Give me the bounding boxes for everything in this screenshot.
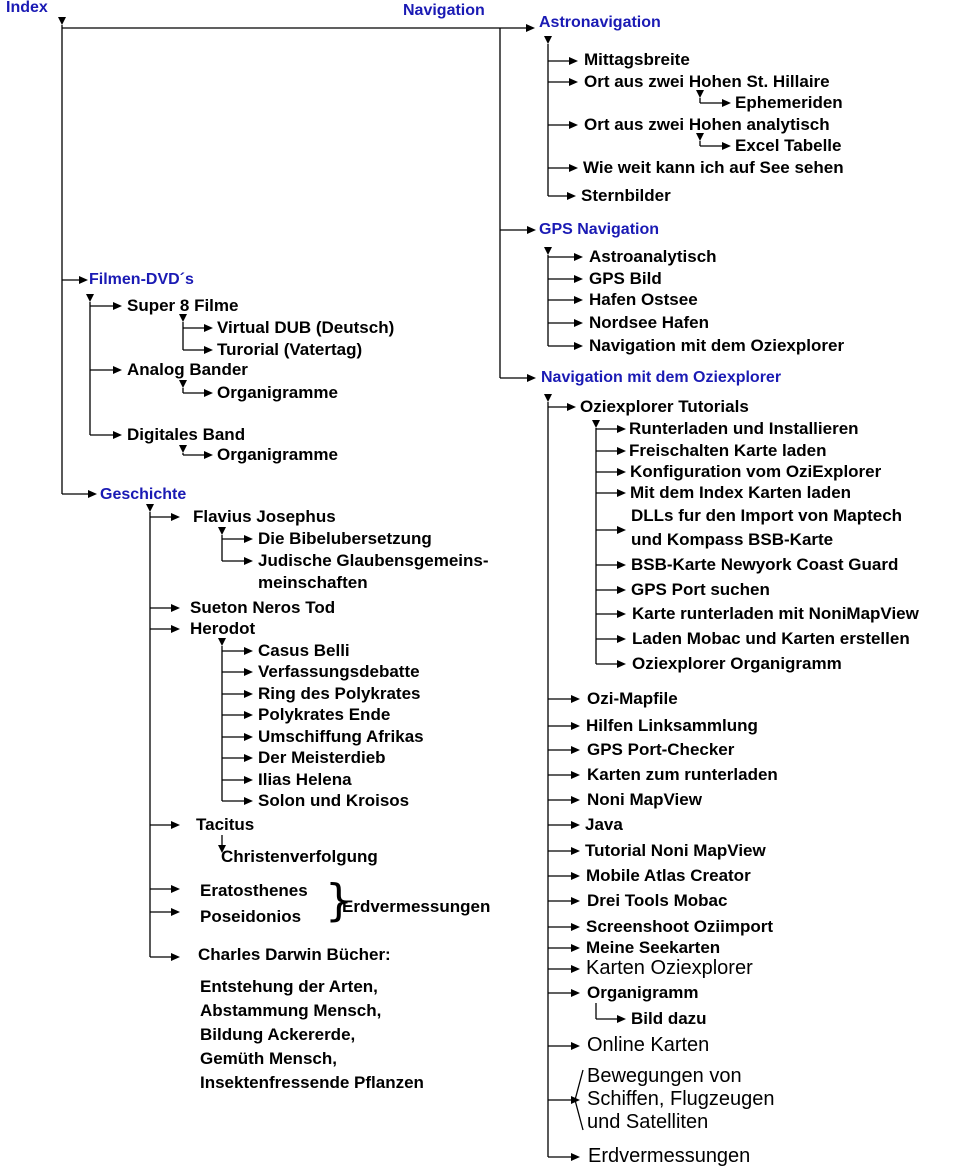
arrow-head: [574, 342, 583, 350]
darwin-books-list: [200, 975, 424, 1095]
arrow-head: [569, 121, 578, 129]
arrow-head: [571, 722, 580, 730]
link-port-checker[interactable]: GPS Port-Checker: [587, 740, 735, 759]
link-digital-organigramme[interactable]: Organigramme: [217, 445, 338, 464]
link-astroanalytisch[interactable]: Astroanalytisch: [589, 247, 717, 266]
link-gps-bild[interactable]: GPS Bild: [589, 269, 662, 288]
arrow-head: [571, 746, 580, 754]
arrow-head: [571, 872, 580, 880]
link-ozi-mapfile[interactable]: Ozi-Mapfile: [587, 689, 678, 708]
arrow-head: [526, 24, 535, 32]
arrow-head: [244, 668, 253, 676]
arrow-head: [722, 99, 731, 107]
arrow-head: [79, 276, 88, 284]
link-bewegungen[interactable]: [587, 1065, 775, 1134]
link-christenverfolgung[interactable]: Christenverfolgung: [221, 847, 378, 866]
link-nordsee-hafen[interactable]: Nordsee Hafen: [589, 313, 709, 332]
arrow-head: [171, 604, 180, 612]
link-darwin[interactable]: Charles Darwin Bücher:: [198, 945, 391, 964]
arrow-head: [571, 1042, 580, 1050]
bewegungen-line-2: Schiffen, Flugzeugen: [587, 1088, 775, 1110]
link-eratosthenes[interactable]: Eratosthenes: [200, 881, 308, 900]
arrow-head: [571, 965, 580, 973]
arrow-head: [571, 944, 580, 952]
arrow-head: [171, 953, 180, 961]
arrow-head: [571, 989, 580, 997]
arrow-head: [571, 821, 580, 829]
link-bsb-newyork[interactable]: BSB-Karte Newyork Coast Guard: [631, 555, 899, 574]
branch-marker: [544, 247, 552, 255]
branch-marker: [218, 638, 226, 646]
branch-marker: [179, 380, 187, 388]
section-astronavigation[interactable]: Astronavigation: [539, 14, 661, 31]
arrow-head: [571, 897, 580, 905]
connector-line: [575, 1070, 583, 1100]
darwin-book: Gemüth Mensch,: [200, 1049, 337, 1068]
darwin-book: Insektenfressende Pflanzen: [200, 1073, 424, 1092]
arrow-head: [171, 625, 180, 633]
index-title[interactable]: Index: [6, 0, 48, 16]
glaubens-line-1: Judische Glaubensgemeins-: [258, 551, 489, 570]
link-noni-mapview[interactable]: Noni MapView: [587, 790, 702, 809]
link-mobac-karten[interactable]: Laden Mobac und Karten erstellen: [632, 629, 910, 648]
arrow-head: [244, 557, 253, 565]
glaubens-line-2: meinschaften: [258, 573, 368, 592]
link-virtual-dub[interactable]: Virtual DUB (Deutsch): [217, 318, 395, 337]
link-umschiffung-afrikas[interactable]: Umschiffung Afrikas: [258, 727, 424, 746]
link-ozi-organigramm[interactable]: Oziexplorer Organigramm: [632, 654, 842, 673]
branch-marker: [146, 504, 154, 512]
link-casus-belli[interactable]: Casus Belli: [258, 641, 350, 660]
arrow-head: [171, 821, 180, 829]
link-herodot[interactable]: Herodot: [190, 619, 256, 638]
arrow-head: [244, 776, 253, 784]
link-meisterdieb[interactable]: Der Meisterdieb: [258, 748, 386, 767]
arrow-head: [569, 164, 578, 172]
link-excel-tabelle[interactable]: Excel Tabelle: [735, 136, 842, 155]
link-bibelubersetzung[interactable]: Die Bibelubersetzung: [258, 529, 432, 548]
arrow-head: [204, 324, 213, 332]
arrow-head: [113, 302, 122, 310]
connector-line: [575, 1100, 583, 1130]
bewegungen-line-3: und Satelliten: [587, 1111, 709, 1133]
arrow-head: [574, 253, 583, 261]
darwin-book: Bildung Ackererde,: [200, 1025, 356, 1044]
link-sternbilder[interactable]: Sternbilder: [581, 186, 671, 205]
arrow-head: [617, 526, 626, 534]
branch-marker: [218, 527, 226, 535]
link-runterladen-installieren[interactable]: Runterladen und Installieren: [629, 419, 859, 438]
arrow-head: [244, 797, 253, 805]
arrow-head: [571, 923, 580, 931]
arrow-head: [527, 374, 536, 382]
arrow-head: [567, 403, 576, 411]
arrow-head: [204, 389, 213, 397]
arrow-head: [571, 695, 580, 703]
link-drei-tools[interactable]: Drei Tools Mobac: [587, 891, 728, 910]
link-turorial-vatertag[interactable]: Turorial (Vatertag): [217, 340, 363, 359]
link-analytisch[interactable]: Ort aus zwei Hohen analytisch: [584, 115, 830, 134]
link-ring-polykrates[interactable]: Ring des Polykrates: [258, 684, 421, 703]
link-karten-runterladen[interactable]: Karten zum runterladen: [587, 765, 778, 784]
arrow-head: [617, 1015, 626, 1023]
arrow-head: [569, 57, 578, 65]
link-tutorial-noni[interactable]: Tutorial Noni MapView: [585, 841, 766, 860]
arrow-head: [244, 733, 253, 741]
link-flavius-josephus[interactable]: Flavius Josephus: [193, 507, 336, 526]
brace-symbol: }: [325, 875, 353, 926]
arrow-head: [617, 489, 626, 497]
link-ilias-helena[interactable]: Ilias Helena: [258, 770, 352, 789]
link-online-karten[interactable]: Online Karten: [587, 1034, 710, 1056]
link-digitales-band[interactable]: Digitales Band: [127, 425, 246, 444]
link-ephemeriden[interactable]: Ephemeriden: [735, 93, 843, 112]
link-wie-weit[interactable]: Wie weit kann ich auf See sehen: [583, 158, 844, 177]
arrow-head: [617, 635, 626, 643]
link-erdvermessungen-geschichte[interactable]: Erdvermessungen: [342, 897, 491, 916]
link-gps-oziexplorer[interactable]: Navigation mit dem Oziexplorer: [589, 336, 845, 355]
arrow-head: [617, 610, 626, 618]
link-st-hillaire[interactable]: Ort aus zwei Hohen St. Hillaire: [584, 72, 830, 91]
arrow-head: [617, 468, 626, 476]
link-erdvermessungen-ozi[interactable]: Erdvermessungen: [588, 1145, 751, 1167]
arrow-head: [171, 885, 180, 893]
link-dlls-maptech[interactable]: DLLs fur den Import von Maptech: [631, 506, 903, 525]
section-gps-navigation[interactable]: GPS Navigation: [539, 221, 660, 238]
link-analog-bander[interactable]: Analog Bander: [127, 360, 248, 379]
arrow-head: [574, 296, 583, 304]
link-verfassungsdebatte[interactable]: Verfassungsdebatte: [258, 662, 420, 681]
link-gps-port-suchen[interactable]: GPS Port suchen: [631, 580, 770, 599]
arrow-head: [527, 226, 536, 234]
arrow-head: [574, 319, 583, 327]
link-hafen-ostsee[interactable]: Hafen Ostsee: [589, 290, 698, 309]
darwin-book: Entstehung der Arten,: [200, 977, 378, 996]
link-glaubensgemeinschaften[interactable]: [258, 551, 489, 593]
arrow-head: [571, 847, 580, 855]
arrow-head: [722, 142, 731, 150]
arrow-head: [244, 754, 253, 762]
link-screenshoot[interactable]: Screenshoot Oziimport: [586, 917, 774, 936]
branch-marker: [544, 394, 552, 402]
link-java[interactable]: Java: [585, 815, 623, 834]
link-super8[interactable]: Super 8 Filme: [127, 296, 239, 315]
arrow-head: [244, 647, 253, 655]
link-konfiguration[interactable]: Konfiguration vom OziExplorer: [630, 462, 882, 481]
branch-marker: [592, 420, 600, 428]
link-organigramm[interactable]: Organigramm: [587, 983, 699, 1002]
link-seekarten[interactable]: Meine Seekarten: [586, 938, 721, 957]
arrow-head: [571, 771, 580, 779]
link-oziexplorer-tutorials[interactable]: Oziexplorer Tutorials: [580, 397, 749, 416]
link-karten-oziexplorer[interactable]: Karten Oziexplorer: [586, 957, 753, 979]
section-navigation[interactable]: Navigation: [403, 2, 485, 19]
link-analog-organigramme[interactable]: Organigramme: [217, 383, 338, 402]
arrow-head: [569, 78, 578, 86]
link-solon-kroisos[interactable]: Solon und Kroisos: [258, 791, 410, 810]
arrow-head: [244, 690, 253, 698]
arrow-head: [113, 431, 122, 439]
arrow-head: [244, 535, 253, 543]
arrow-head: [617, 447, 626, 455]
arrow-head: [204, 346, 213, 354]
branch-marker: [58, 17, 66, 25]
link-noni-runterladen[interactable]: Karte runterladen mit NoniMapView: [632, 604, 919, 623]
link-sueton[interactable]: Sueton Neros Tod: [190, 598, 336, 617]
section-geschichte[interactable]: Geschichte: [100, 486, 187, 503]
link-tacitus[interactable]: Tacitus: [196, 815, 255, 834]
arrow-head: [113, 366, 122, 374]
arrow-head: [617, 561, 626, 569]
darwin-book: Abstammung Mensch,: [200, 1001, 382, 1020]
link-index-karten[interactable]: Mit dem Index Karten laden: [630, 483, 852, 502]
link-kompass-bsb[interactable]: und Kompass BSB-Karte: [631, 530, 834, 549]
arrow-head: [244, 711, 253, 719]
arrow-head: [617, 586, 626, 594]
link-freischalten[interactable]: Freischalten Karte laden: [629, 441, 827, 460]
link-poseidonios[interactable]: Poseidonios: [200, 907, 302, 926]
arrow-head: [617, 425, 626, 433]
link-hilfen[interactable]: Hilfen Linksammlung: [586, 716, 758, 735]
link-bild-dazu[interactable]: Bild dazu: [631, 1009, 707, 1028]
section-filmen-dvd[interactable]: Filmen-DVD´s: [89, 271, 194, 288]
arrow-head: [571, 1153, 580, 1161]
arrow-head: [171, 908, 180, 916]
arrow-head: [617, 660, 626, 668]
arrow-head: [171, 513, 180, 521]
arrow-head: [571, 796, 580, 804]
section-ozi-navigation[interactable]: Navigation mit dem Oziexplorer: [541, 369, 782, 386]
link-mittagsbreite[interactable]: Mittagsbreite: [584, 50, 690, 69]
arrow-head: [567, 192, 576, 200]
branch-marker: [86, 294, 94, 302]
arrow-head: [88, 490, 97, 498]
branch-marker: [544, 36, 552, 44]
bewegungen-line-1: Bewegungen von: [587, 1065, 742, 1087]
arrow-head: [574, 275, 583, 283]
arrow-head: [204, 451, 213, 459]
link-polykrates-ende[interactable]: Polykrates Ende: [258, 705, 391, 724]
branch-marker: [179, 445, 187, 453]
link-mobile-atlas[interactable]: Mobile Atlas Creator: [586, 866, 751, 885]
